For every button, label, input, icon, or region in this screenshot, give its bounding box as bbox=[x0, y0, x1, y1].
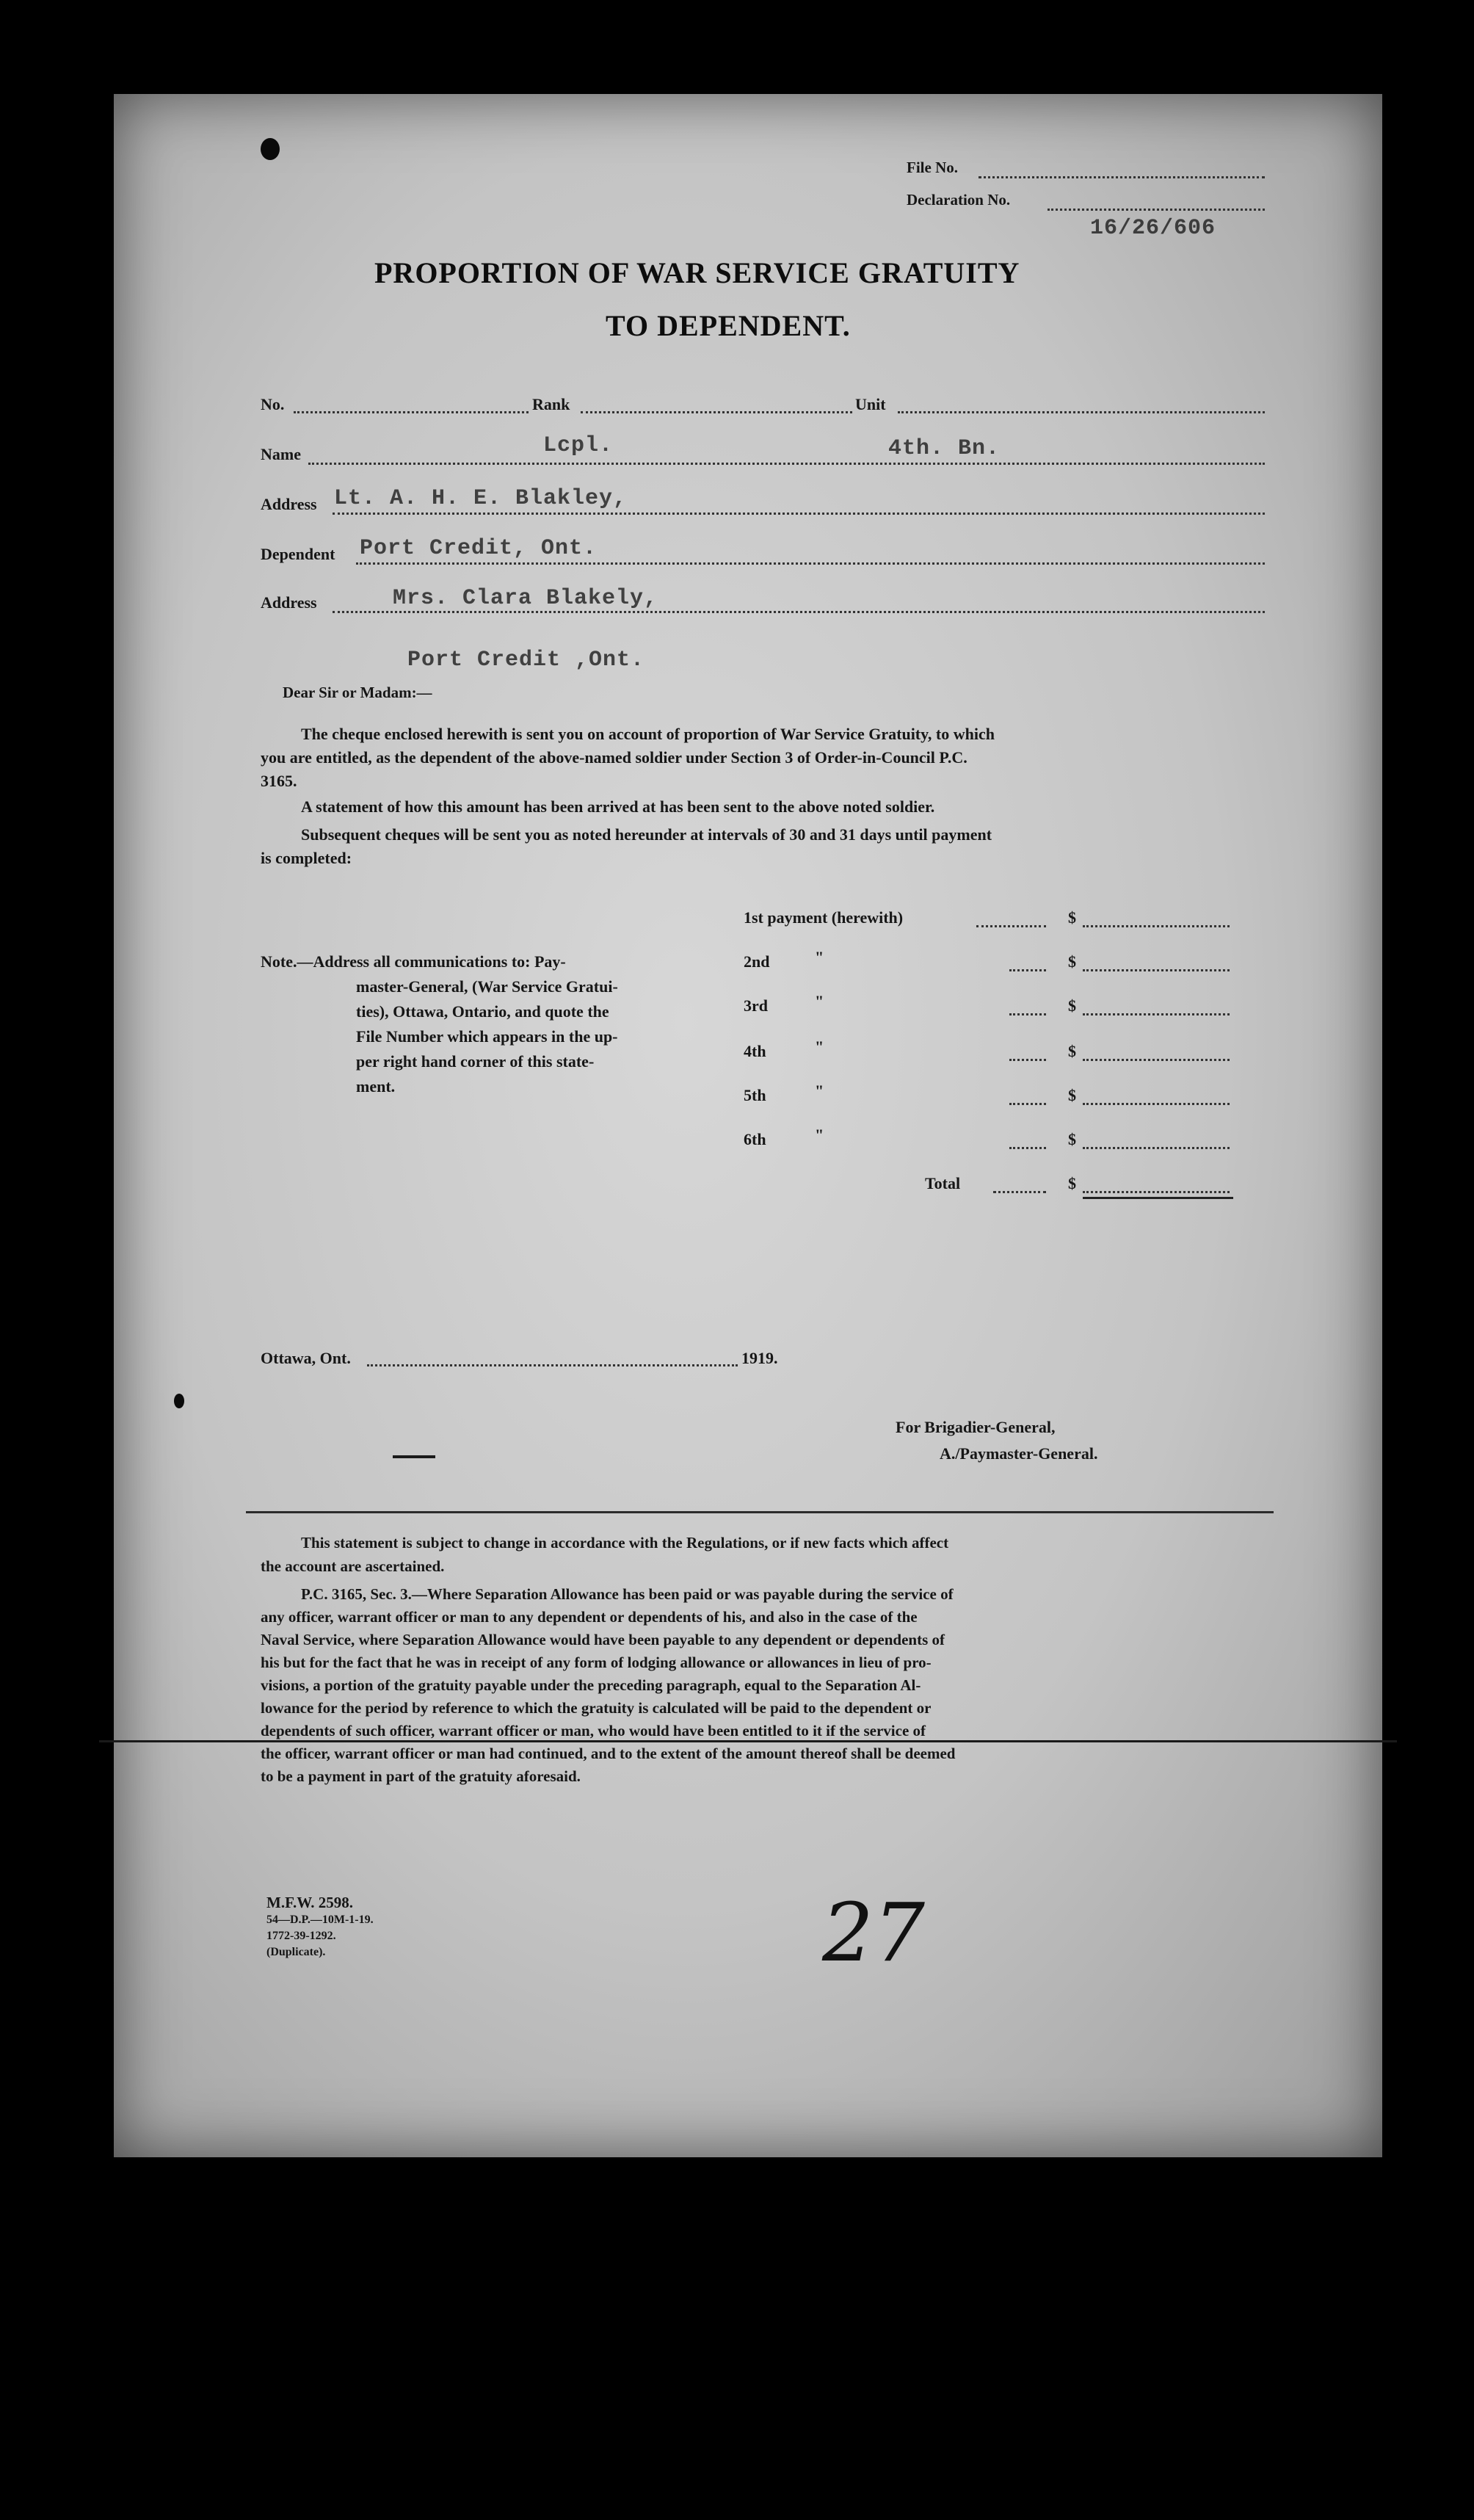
ditto-mark: " bbox=[815, 992, 824, 1010]
payment-leader bbox=[1009, 1013, 1046, 1015]
letter-p1-line1: The cheque enclosed herewith is sent you on account of proportion of War Service Gratuity, to which bbox=[301, 725, 995, 743]
pc-line: to be a payment in part of the gratuity aforesaid. bbox=[261, 1767, 581, 1785]
name-line bbox=[308, 463, 1265, 465]
address2-label: Address bbox=[261, 593, 317, 612]
note-line3: ties), Ottawa, Ontario, and quote the bbox=[356, 1002, 609, 1021]
payment-leader bbox=[1009, 1147, 1046, 1149]
payment-currency: $ bbox=[1068, 908, 1076, 927]
letter-p1-line2: you are entitled, as the dependent of the above-named soldier under Section 3 of Order-in-Council P.C. bbox=[261, 748, 967, 767]
pc-line: P.C. 3165, Sec. 3.—Where Separation Allowance has been paid or was payable during the service of bbox=[301, 1585, 954, 1603]
payment-label: 5th bbox=[744, 1086, 766, 1104]
no-label: No. bbox=[261, 395, 285, 413]
pc-line: dependents of such officer, warrant officer or man, who would have been entitled to it if the service of bbox=[261, 1722, 926, 1739]
dependent-value: Port Credit, Ont. bbox=[360, 536, 598, 561]
form-code-line3: 1772-39-1292. bbox=[266, 1930, 336, 1942]
no-line bbox=[294, 411, 529, 413]
ditto-mark: " bbox=[815, 1038, 824, 1056]
rank-line bbox=[581, 411, 852, 413]
address-label: Address bbox=[261, 495, 317, 513]
letter-p2: A statement of how this amount has been arrived at has been sent to the above noted soldier. bbox=[301, 797, 935, 816]
unit-label: Unit bbox=[855, 395, 886, 413]
corner-ink-mark bbox=[261, 138, 280, 160]
letter-p3-line2: is completed: bbox=[261, 849, 352, 867]
ink-spot bbox=[174, 1394, 184, 1408]
payment-leader bbox=[1009, 1059, 1046, 1061]
payment-currency: $ bbox=[1068, 1042, 1076, 1060]
declaration-no-line bbox=[1048, 209, 1265, 211]
payment-leader bbox=[1009, 1103, 1046, 1105]
name-label: Name bbox=[261, 445, 301, 463]
payment-amount-line bbox=[1083, 1147, 1230, 1149]
pc-line: his but for the fact that he was in receipt of any form of lodging allowance or allowances in lieu of pro- bbox=[261, 1654, 932, 1671]
address-line bbox=[333, 513, 1265, 515]
payment-leader bbox=[976, 925, 1046, 927]
form-code-line2: 54—D.P.—10M-1-19. bbox=[266, 1913, 374, 1926]
dependent-line bbox=[356, 562, 1265, 565]
rank-label: Rank bbox=[532, 395, 570, 413]
address2-value: Mrs. Clara Blakely, bbox=[393, 586, 658, 611]
pc-line: the officer, warrant officer or man had continued, and to the extent of the amount thereof shall be deemed bbox=[261, 1745, 956, 1762]
ditto-mark: " bbox=[815, 1126, 824, 1144]
statement-line1: This statement is subject to change in accordance with the Regulations, or if new facts which affect bbox=[301, 1534, 949, 1552]
statement-line2: the account are ascertained. bbox=[261, 1557, 445, 1575]
scan-fold-line bbox=[99, 1740, 1397, 1742]
note-line5: per right hand corner of this state- bbox=[356, 1052, 595, 1071]
section-divider bbox=[246, 1511, 1274, 1513]
signature-place: Ottawa, Ont. bbox=[261, 1349, 351, 1367]
payment-currency: $ bbox=[1068, 996, 1076, 1015]
payment-label: 6th bbox=[744, 1130, 766, 1148]
form-code-line1: M.F.W. 2598. bbox=[266, 1894, 354, 1911]
payment-label: 4th bbox=[744, 1042, 766, 1060]
signature-title-line: A./Paymaster-General. bbox=[940, 1444, 1098, 1463]
dependent-label: Dependent bbox=[261, 545, 335, 563]
letter-p1-line3: 3165. bbox=[261, 772, 297, 790]
payment-currency: $ bbox=[1068, 1086, 1076, 1104]
form-title-line1: PROPORTION OF WAR SERVICE GRATUITY bbox=[374, 256, 1020, 289]
unit-line bbox=[898, 411, 1265, 413]
address2-line2-value: Port Credit ,Ont. bbox=[407, 648, 645, 673]
note-line1: Note.—Address all communications to: Pay- bbox=[261, 952, 566, 971]
pc-line: Naval Service, where Separation Allowance would have been payable to any dependent or dependents of bbox=[261, 1631, 945, 1648]
pc-line: any officer, warrant officer or man to any dependent or dependents of his, and also in the case of the bbox=[261, 1608, 918, 1626]
total-leader bbox=[993, 1191, 1046, 1193]
payment-amount-line bbox=[1083, 969, 1230, 971]
date-line bbox=[367, 1364, 738, 1366]
payment-amount-line bbox=[1083, 1103, 1230, 1105]
form-title-line2: TO DEPENDENT. bbox=[606, 309, 851, 342]
note-line6: ment. bbox=[356, 1077, 396, 1096]
payment-currency: $ bbox=[1068, 1130, 1076, 1148]
signature-dash bbox=[393, 1455, 435, 1458]
declaration-no-label: Declaration No. bbox=[907, 191, 1011, 209]
name-unit-value: 4th. Bn. bbox=[888, 436, 1001, 461]
letter-p3-line1: Subsequent cheques will be sent you as noted hereunder at intervals of 30 and 31 days until payment bbox=[301, 825, 992, 844]
file-no-label: File No. bbox=[907, 159, 958, 176]
note-line4: File Number which appears in the up- bbox=[356, 1027, 618, 1046]
total-label: Total bbox=[925, 1174, 961, 1192]
pc-line: visions, a portion of the gratuity payable under the preceding paragraph, equal to the Separation Al- bbox=[261, 1676, 921, 1694]
address2-line bbox=[333, 611, 1265, 613]
signature-year: 1919. bbox=[741, 1349, 778, 1367]
payment-label: 3rd bbox=[744, 996, 768, 1015]
payment-label: 2nd bbox=[744, 952, 770, 971]
address-value: Lt. A. H. E. Blakley, bbox=[334, 486, 628, 511]
payment-amount-line bbox=[1083, 925, 1230, 927]
pc-line: lowance for the period by reference to which the gratuity is calculated will be paid to the dependent or bbox=[261, 1699, 932, 1717]
salutation: Dear Sir or Madam:— bbox=[283, 684, 432, 701]
handwritten-number: 27 bbox=[822, 1886, 925, 1980]
payment-amount-line bbox=[1083, 1059, 1230, 1061]
payment-amount-line bbox=[1083, 1013, 1230, 1015]
file-no-line bbox=[979, 176, 1265, 178]
payment-leader bbox=[1009, 969, 1046, 971]
ditto-mark: " bbox=[815, 1082, 824, 1100]
payment-currency: $ bbox=[1068, 952, 1076, 971]
signature-for-line: For Brigadier-General, bbox=[896, 1418, 1056, 1436]
form-code-line4: (Duplicate). bbox=[266, 1946, 326, 1958]
total-underline bbox=[1083, 1197, 1233, 1199]
note-line2: master-General, (War Service Gratui- bbox=[356, 977, 618, 996]
declaration-no-value: 16/26/606 bbox=[1090, 216, 1216, 241]
name-rank-value: Lcpl. bbox=[543, 433, 614, 458]
document-page bbox=[114, 94, 1382, 2157]
ditto-mark: " bbox=[815, 948, 824, 966]
total-amount-line bbox=[1083, 1191, 1230, 1193]
total-currency: $ bbox=[1068, 1174, 1076, 1192]
payment-label: 1st payment (herewith) bbox=[744, 908, 904, 927]
